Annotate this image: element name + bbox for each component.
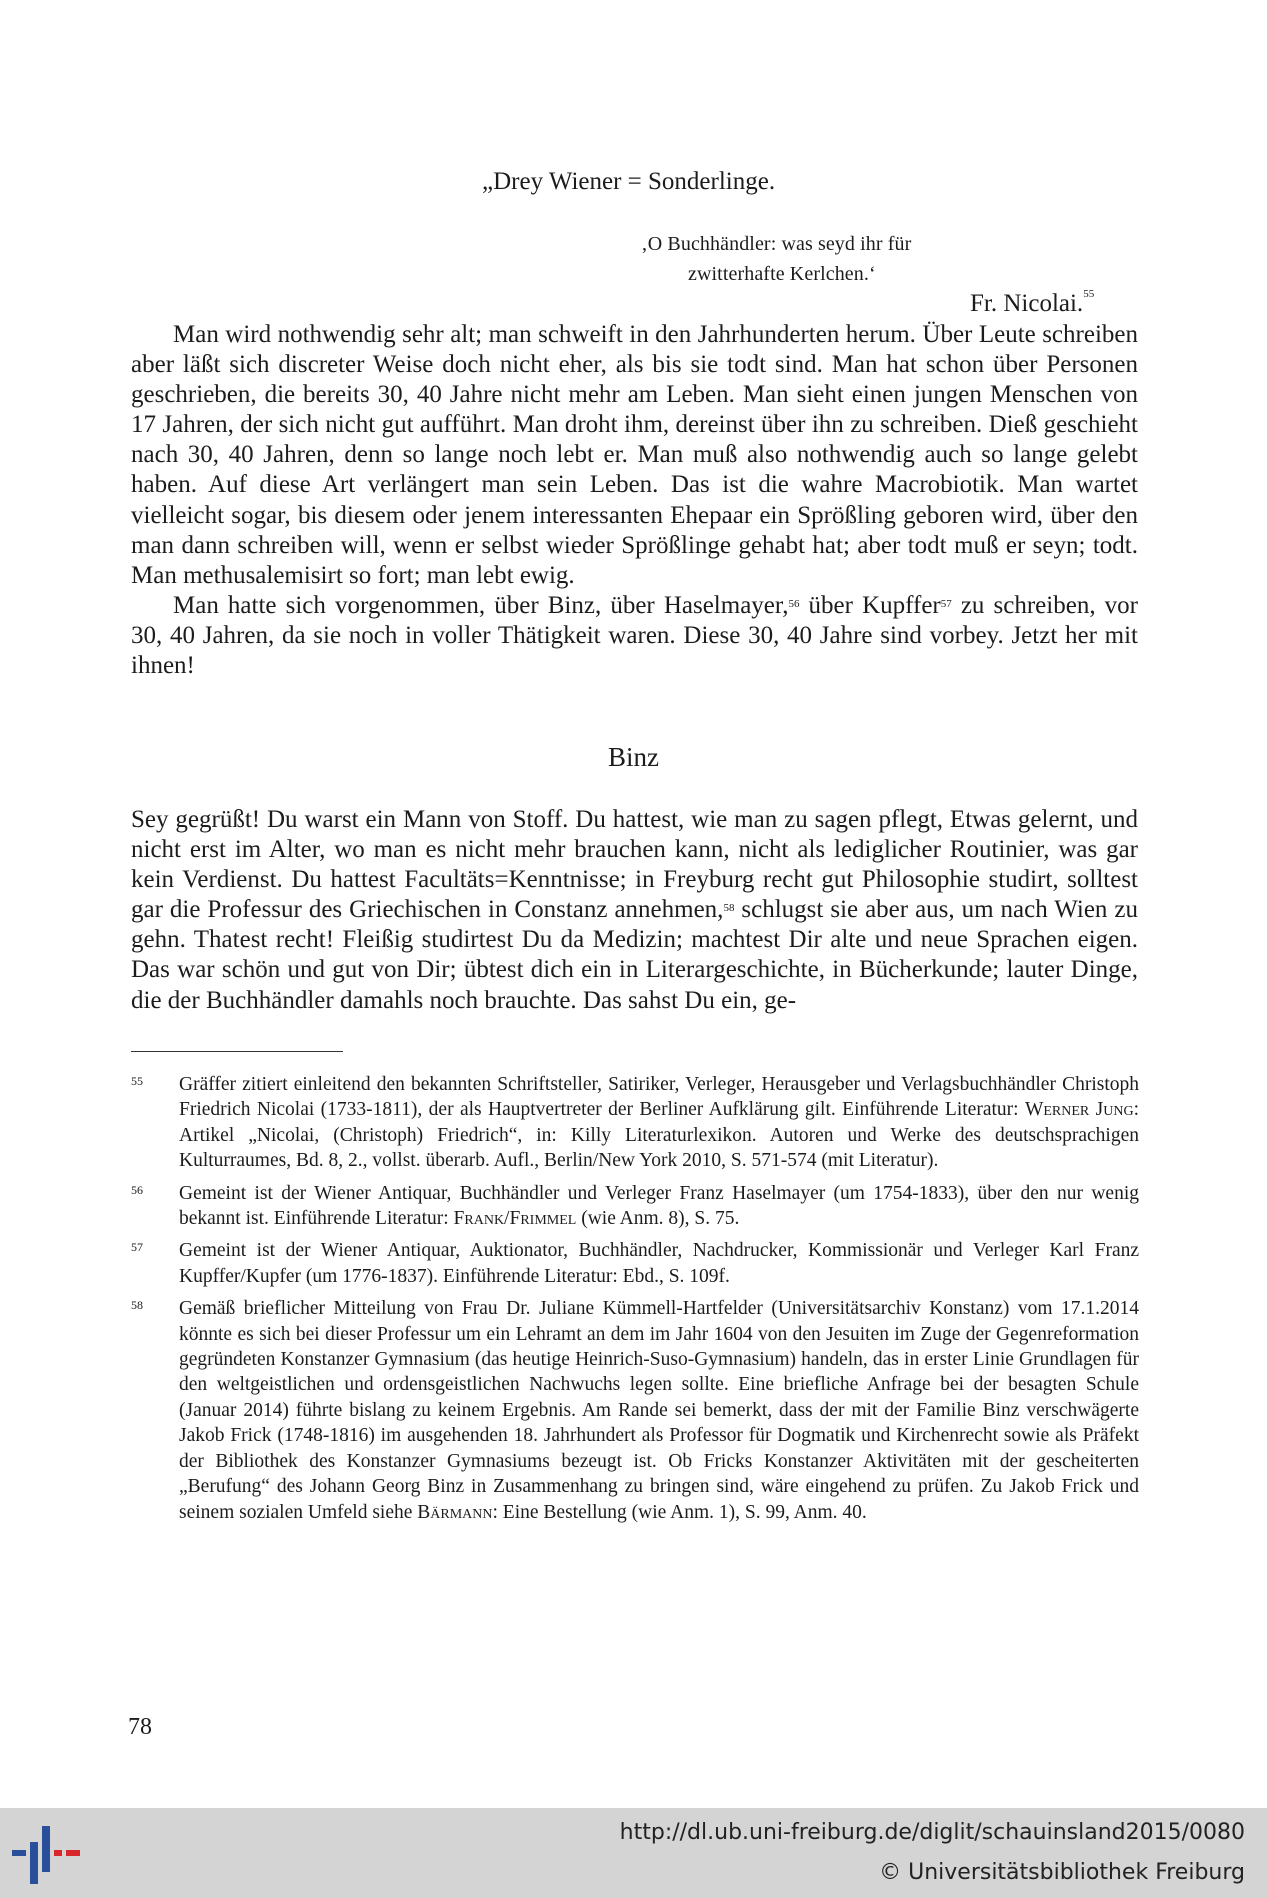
- footnote-58: [131, 1296, 1139, 1525]
- footnote-56: [131, 1181, 1139, 1232]
- footnote-ref-58[interactable]: 58: [723, 902, 735, 915]
- footnote-number: 57: [131, 1240, 143, 1255]
- intro-paragraph-2: [131, 591, 1138, 681]
- footnote-author: Werner Jung: [1024, 1099, 1134, 1121]
- page-number: 78: [128, 1714, 152, 1740]
- footnote-number: 56: [131, 1182, 143, 1197]
- intro-p2-part-c: zu schreiben, vor 30, 40 Jahren, da sie noch in voller Thätigkeit waren. Diese 30, 40 Jahre sind vorbey. Jetzt her mit ihnen!: [131, 591, 1138, 680]
- binz-paragraph: [131, 805, 1138, 1016]
- intro-p2-part-b: über Kupffer: [799, 591, 941, 619]
- footnote-number: 55: [131, 1074, 143, 1088]
- footnote-ref-56[interactable]: 56: [788, 597, 800, 610]
- permalink-url[interactable]: http://dl.ub.uni-freiburg.de/diglit/schauinsland2015/0080: [619, 1820, 1245, 1845]
- footnote-text: (wie Anm. 8), S. 75.: [576, 1208, 740, 1230]
- footnote-text: Gemäß brieflicher Mitteilung von Frau Dr. Juliane Kümmell-Hartfelder (Universitätsarchiv Konstanz) vom 17.1.2014 könnte es sich bei dieser Professur um ein Lehramt an dem im Jahr 1604 von den Jesuiten im Zuge der Gegenreformation gegründeten Konstanzer Gymnasium (das heutige Heinrich-Suso-Gymnasium) handeln, das in erster Linie Grundlagen für den weltgeistlichen und ordensgeistlichen Nachwuchs legen sollte. Eine briefliche Anfrage bei der besagten Schule (Januar 2014) führte bislang zu keinem Ergebnis. Am Rande sei bemerkt, dass der mit der Familie Binz verschwägerte Jakob Frick (1748-1816) im ausgehenden 18. Jahrhundert als Professor für Dogmatik und Kirchenrecht sowie als Präfekt der Bibliothek des Konstanzer Gymnasiums bezeugt ist. Ob Fricks Konstanzer Aktivitäten mit der gescheiterten „Berufung“ des Johann Georg Binz in Zusammenhang zu bringen sind, wäre eingehend zu prüfen. Zu Jakob Frick und seinem sozialen Umfeld siehe: [179, 1298, 1139, 1523]
- signature-text: Fr. Nicolai.: [970, 290, 1084, 317]
- motto-line-1: ‚O Buchhändler: was seyd ihr für: [641, 233, 912, 255]
- footnote-57: [131, 1238, 1139, 1289]
- intro-text: [131, 320, 1138, 681]
- viewer-footer: [0, 1808, 1267, 1898]
- intro-paragraph-1: Man wird nothwendig sehr alt; man schweift in den Jahrhunderten herum. Über Leute schreiben aber läßt sich discreter Weise doch nicht eher, als bis sie todt sind. Man hat schon über Personen geschrieben, die bereits 30, 40 Jahre nicht mehr am Leben. Man sieht einen jungen Menschen von 17 Jahren, der sich nicht gut aufführt. Man droht ihm, dereinst über ihn zu schreiben. Dieß geschieht nach 30, 40 Jahren, denn so lange noch lebt er. Man muß also nothwendig auch so lange gelebt haben. Auf diese Art verlängert man sein Leben. Das ist die wahre Macrobiotik. Man wartet vielleicht sogar, bis diesem oder jenem interessanten Ehepaar ein Sprößling geboren wird, über den man dann schreiben will, wenn er selbst wieder Sprößlinge gehabt hat; aber todt muß er seyn; todt. Man methusalemisirt so fort; man lebt ewig.: [131, 321, 1138, 589]
- ub-freiburg-logo-icon[interactable]: [12, 1826, 82, 1884]
- motto-signature: [970, 290, 1094, 318]
- footnote-text: Gemeint ist der Wiener Antiquar, Buchhändler und Verleger Franz Haselmayer (um 1754-1833), über den nur wenig bekannt ist. Einführende Literatur:: [179, 1182, 1139, 1230]
- chapter-title: „Drey Wiener = Sonderlinge.: [482, 168, 776, 195]
- footnote-number: 58: [131, 1298, 143, 1313]
- footnote-author: Frank/Frimmel: [453, 1208, 577, 1230]
- footnote-divider: [131, 1051, 343, 1052]
- footnote-author: Bärmann: [417, 1501, 493, 1523]
- binz-text: [131, 805, 1138, 1016]
- copyright-notice: © Universitätsbibliothek Freiburg: [879, 1860, 1245, 1885]
- footnotes: [131, 1072, 1139, 1532]
- binz-part-b: schlugst sie aber aus, um nach Wien zu gehn. Thatest recht! Fleißig studirtest Du da Medizin; machtest Dir alte und neue Sprachen eigen. Das war schön und gut von Dir; übtest dich ein in Literargeschichte, in Bücherkunde; lauter Dinge, die der Buchhändler damahls noch brauchte. Das sahst Du ein, ge-: [131, 896, 1138, 1014]
- footnote-text: : Artikel „Nicolai, (Christoph) Friedrich“, in: Killy Literaturlexikon. Autoren und Werke des deutschsprachigen Kulturraumes, Bd. 8, 2., vollst. überarb. Aufl., Berlin/New York 2010, S. 571-574 (mit Literatur).: [179, 1099, 1139, 1172]
- footnote-ref-55[interactable]: 55: [1083, 288, 1095, 300]
- footnote-ref-57[interactable]: 57: [940, 597, 952, 610]
- footnote-55: [131, 1072, 1139, 1174]
- footnote-text: : Eine Bestellung (wie Anm. 1), S. 99, Anm. 40.: [492, 1501, 867, 1523]
- binz-part-a: Sey gegrüßt! Du warst ein Mann von Stoff. Du hattest, wie man zu sagen pflegt, Etwas gelernt, und nicht erst im Alter, wo man es nicht mehr brauchen kann, nicht als lediglicher Routinier, was gar kein Verdienst. Du hattest Facultäts=Kenntnisse; in Freyburg recht gut Philosophie studirt, solltest gar die Professur des Griechischen in Constanz annehmen,: [131, 806, 1138, 924]
- footnote-text: Gemeint ist der Wiener Antiquar, Auktionator, Buchhändler, Nachdrucker, Kommissionär und Verleger Karl Franz Kupffer/Kupfer (um 1776-1837). Einführende Literatur: Ebd., S. 109f.: [179, 1240, 1139, 1287]
- section-heading: Binz: [608, 742, 659, 772]
- intro-p2-part-a: Man hatte sich vorgenommen, über Binz, über Haselmayer,: [173, 591, 789, 619]
- motto-line-2: zwitterhafte Kerlchen.‘: [688, 263, 876, 285]
- footnote-text: Gräffer zitiert einleitend den bekannten Schriftsteller, Satiriker, Verleger, Herausgeber und Verlagsbuchhändler Christoph Friedrich Nicolai (1733-1811), der als Hauptvertreter der Berliner Aufklärung gilt. Einführende Literatur:: [179, 1074, 1139, 1121]
